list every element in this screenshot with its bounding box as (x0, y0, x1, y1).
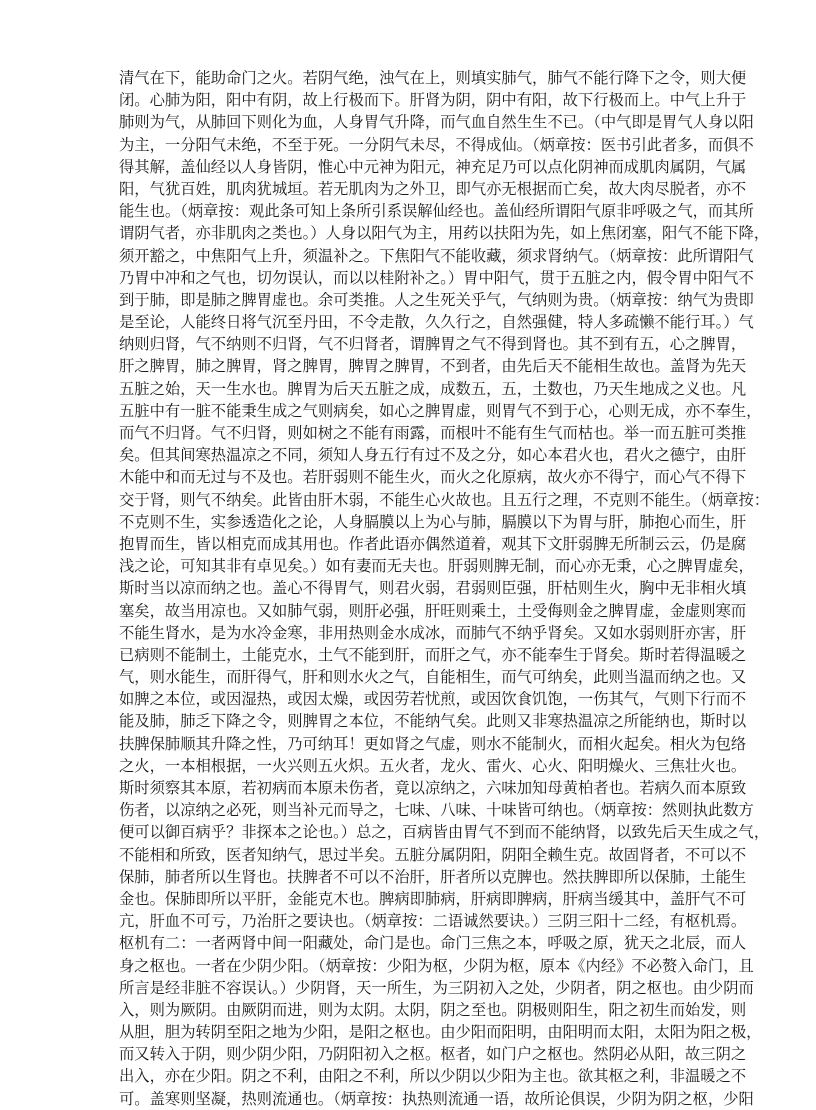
text-line: 抱胃而生，皆以相克而成其用也。作者此语亦偶然道着，观其下文肝弱脾无所制云云，仍是腐 (119, 534, 747, 553)
text-line: 伤者，以凉纳之必死，则当补元而导之，七味、八味、十味皆可纳也。（炳章按：然则执此数方 (119, 801, 754, 820)
text-line: 能及肺，肺乏下降之令，则脾胃之本位，不能纳气矣。此则又非寒热温凉之所能纳也，斯时以 (119, 712, 747, 731)
text-line: 得其解，盖仙经以人身皆阴，惟心中元神为阳元，神充足乃可以点化阴神而成肌肉属阴，气属 (119, 157, 747, 176)
text-line: 枢机有二：一者两肾中间一阳藏处，命门是也。命门三焦之本，呼吸之原，犹天之北辰，而人 (119, 934, 747, 953)
text-line: 不能相和所致，医者知纳气，思过半矣。五脏分属阴阳，阴阳全赖生克。故固肾者，不可以不 (119, 845, 747, 864)
text-line: 入，则为厥阴。由厥阴而进，则为太阴。太阴，阴之至也。阴极则阳生，阳之初生而始发，则 (119, 1000, 747, 1019)
text-line: 可。盖寒则坚凝，热则流通也。（炳章按：执热则流通一语，故所论俱误，少阴为阴之枢，少阳 (119, 1089, 754, 1108)
text-line: 斯时须察其本原，若初病而本原未伤者，竟以凉纳之，六味加知母黄柏者也。若病久而本原致 (119, 779, 747, 797)
text-line: 斯时当以凉而纳之也。盖心不得胃气，则君火弱，君弱则臣强，肝枯则生火，胸中无非相火填 (119, 579, 747, 598)
text-line: 矣。但其间寒热温凉之不同，须知人身五行有过不及之分，如心本君火也，君火之德宁，由肝 (119, 446, 747, 465)
text-line: 纳则归肾，气不纳则不归肾，气不归肾者，谓脾胃之气不得到肾也。其不到有五，心之脾胃， (119, 335, 747, 354)
text-line: 出入，亦在少阳。阴之不利，由阳之不利，所以少阴以少阳为主也。欲其枢之利，非温暖之不 (119, 1067, 747, 1086)
text-line: 气，则水能生，而肝得气，肝和则水火之气，自能相生，而气可纳矣，此则当温而纳之也。又 (119, 668, 747, 687)
text-line: 便可以御百病乎？非探本之论也。）总之，百病皆由胃气不到而不能纳肾，以致先后天生成之气， (119, 823, 770, 842)
text-line: 为主，一分阳气未绝，不至于死。一分阴气未尽，不得成仙。（炳章按：医书引此者多，而俱不 (119, 135, 754, 154)
text-line: 不克则不生，实参透造化之论，人身膈膜以上为心与肺，膈膜以下为胃与肝，肺抱心而生，肝 (119, 512, 747, 531)
text-line: 阳，气犹百姓，肌肉犹城垣。若无肌肉为之外卫，即气亦无根据而亡矣，故大肉尽脱者，亦不 (119, 179, 747, 198)
text-line: 塞矣，故当用凉也。又如肺气弱，则肝必强，肝旺则乘土，土受侮则金之脾胃虚，金虚则寒而 (119, 601, 747, 620)
text-line: 肺则为气，从肺回下则化为血，人身胃气升降，而气血自然生生不已。（中气即是胃气人身以阳 (119, 113, 754, 132)
text-line: 亢，肝血不可亏，乃治肝之要诀也。（炳章按：二语诚然要诀。）三阴三阳十二经，有枢机焉。 (119, 912, 747, 931)
text-line: 交于肾，则气不纳矣。此皆由肝木弱，不能生心火故也。且五行之理，不克则不能生。（炳章按： (119, 490, 770, 509)
text-line: 保肺，肺者所以生肾也。扶脾者不可以不治肝，肝者所以克脾也。然扶脾即所以保肺，土能生 (119, 867, 747, 886)
text-line: 身之枢也。一者在少阴少阳。（炳章按：少阳为枢，少阴为枢，原本《内经》不必赘入命门，且 (119, 956, 754, 975)
text-line: 五脏之始，天一生水也。脾胃为后天五脏之成，成数五，五，土数也，乃天生地成之义也。凡 (119, 379, 747, 398)
text-line: 闭。心肺为阳，阳中有阴，故上行极而下。肝肾为阴，阴中有阳，故下行极而上。中气上升于 (119, 91, 747, 110)
text-line: 肝之脾胃，肺之脾胃，肾之脾胃，脾胃之脾胃，不到者，由先后天不能相生故也。盖肾为先天 (119, 357, 747, 376)
text-line: 之火，一本相根据，一火兴则五火炽。五火者，龙火、雷火、心火、阳明燥火、三焦壮火也。 (119, 756, 747, 775)
text-line: 如脾之本位，或因湿热，或因太燥，或因劳若忧煎，或因饮食饥饱，一伤其气，气则下行而不 (119, 690, 747, 709)
text-line: 木能中和而无过与不及也。若肝弱则不能生火，而火之化原病，故火亦不得宁，而心气不得下 (119, 468, 747, 487)
text-line: 浅之论，可知其非有卓见矣。）如有妻而无夫也。肝弱则脾无制，而心亦无秉，心之脾胃虚矣， (119, 557, 754, 576)
text-line: 扶脾保肺顺其升降之性，乃可纳耳！更如肾之气虚，则水不能制火，而相火起矣。相火为包络 (119, 734, 747, 753)
document-page (119, 67, 770, 1110)
text-line: 而又转入于阴，则少阴少阳，乃阴阳初入之枢。枢者，如门户之枢也。然阴必从阳，故三阴之 (119, 1045, 747, 1064)
text-line: 到于肺，即是肺之脾胃虚也。余可类推。人之生死关乎气，气纳则为贵。（炳章按：纳气为贵即 (119, 290, 754, 309)
text-line: 能生也。（炳章按：观此条可知上条所引系误解仙经也。盖仙经所谓阳气原非呼吸之气，而其所 (119, 202, 754, 221)
text-line: 已病则不能制土，土能克水，土气不能到肝，而肝之气，亦不能奉生于肾矣。斯时若得温暖之 (119, 645, 747, 664)
text-line: 清气在下，能助命门之火。若阴气绝，浊气在上，则填实肺气，肺气不能行降下之令，则大便 (119, 69, 747, 87)
text-line: 须开豁之，中焦阳气上升，须温补之。下焦阳气不能收藏，须求肾纳气。（炳章按：此所谓阳气 (119, 246, 754, 265)
text-line: 金也。保肺即所以平肝，金能克木也。脾病即肺病，肝病即脾病，肝病当缓其中，盖肝气不可 (119, 889, 747, 908)
text-line: 谓阴气者，亦非肌肉之类也。）人身以阳气为主，用药以扶阳为先，如上焦闭塞，阳气不能下降， (119, 224, 770, 243)
text-line: 所言是经非脏不容误认。）少阴肾，天一所生，为三阴初入之处，少阴者，阴之枢也。由少阴而 (119, 978, 754, 997)
text-line: 乃胃中冲和之气也，切勿误认，而以以桂附补之。）胃中阳气，贯于五脏之内，假令胃中阳气不 (119, 268, 754, 287)
text-line: 五脏中有一脏不能秉生成之气则病矣，如心之脾胃虚，则胃气不到于心，心则无成，亦不奉生， (119, 401, 762, 420)
text-line: 不能生肾水，是为水冷金寒，非用热则金水成冰，而肺气不纳乎肾矣。又如水弱则肝亦害，肝 (119, 623, 747, 642)
text-line: 从胆，胆为转阴至阳之地为少阳，是阳之枢也。由少阳而阳明，由阳明而太阳，太阳为阳之极， (119, 1023, 762, 1042)
text-line: 是至论，人能终日将气沉至丹田，不令走散，久久行之，自然强健，特人多疏懒不能行耳。）气 (119, 313, 754, 332)
text-line: 而气不归肾。气不归肾，则如树之不能有雨露，而根叶不能有生气而枯也。举一而五脏可类推 (119, 424, 747, 442)
